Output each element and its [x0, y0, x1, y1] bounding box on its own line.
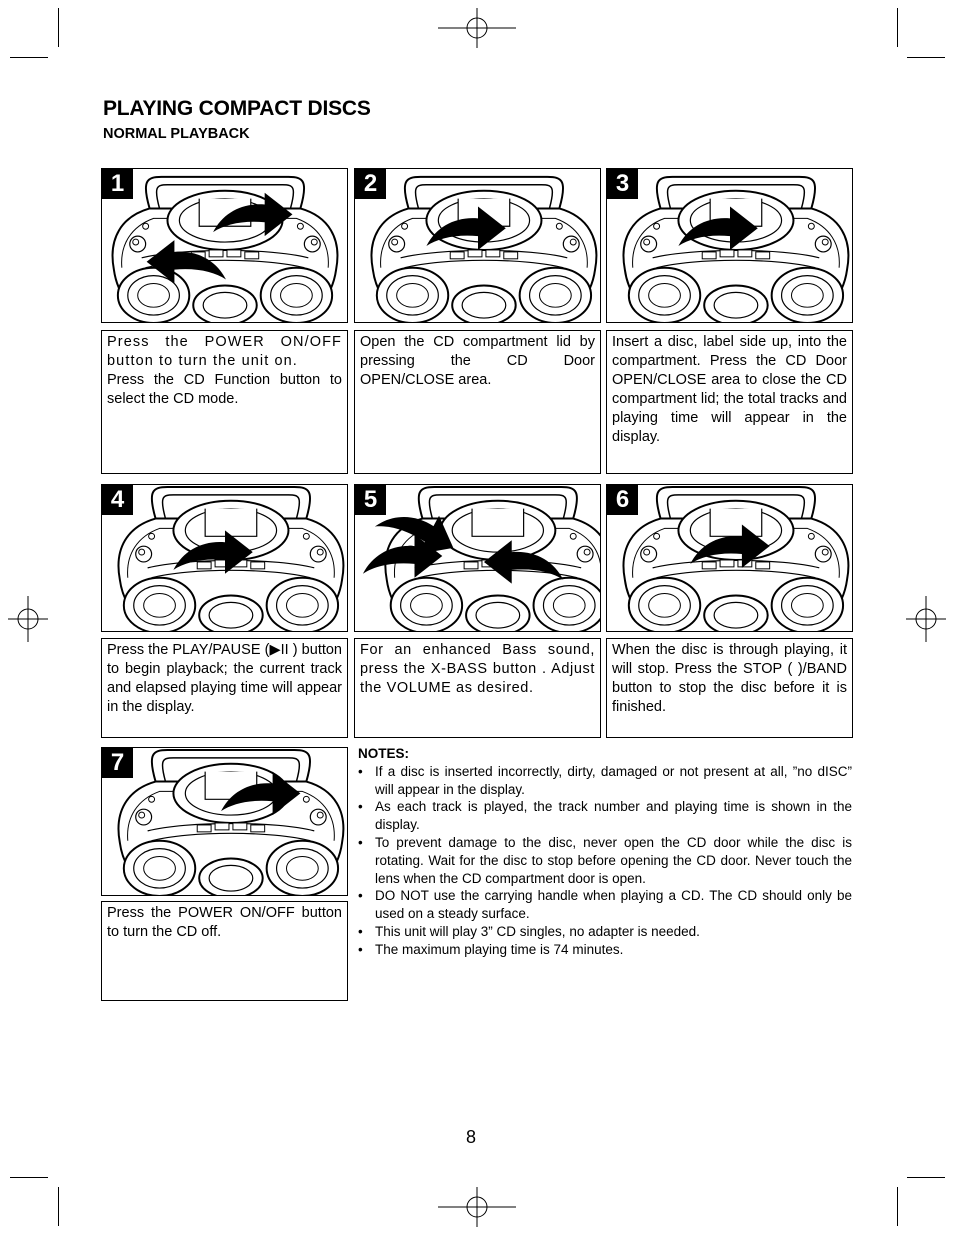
page-number: 8	[466, 1127, 477, 1147]
step-3-instructions	[606, 330, 853, 474]
instruction-text: Insert a disc, label side up, into the compartment. Press the CD Door OPEN/CLOSE area to close the CD compartment lid; the total tracks and playing time will appear in the display.	[612, 334, 847, 445]
step-4-illustration	[101, 484, 348, 632]
note-item	[358, 763, 852, 799]
step-number-badge: 7	[102, 748, 133, 778]
step-number-badge: 3	[607, 169, 638, 199]
crop-mark	[907, 57, 945, 58]
instruction-text: Press the POWER ON/OFF button to turn the CD off.	[107, 905, 342, 940]
step-6-illustration	[606, 484, 853, 632]
step-3-illustration	[606, 168, 853, 323]
step-number-badge: 4	[102, 485, 133, 515]
bullet-icon: •	[358, 763, 363, 779]
step-4-instructions	[101, 638, 348, 738]
crop-mark	[58, 8, 59, 47]
bullet-icon: •	[358, 799, 363, 815]
crop-mark	[897, 1187, 898, 1226]
crop-mark	[10, 1177, 48, 1178]
step-5-instructions	[354, 638, 601, 738]
step-1-illustration	[101, 168, 348, 323]
step-number-badge: 5	[355, 485, 386, 515]
note-text: To prevent damage to the disc, never open the CD door while the disc is rotating. Wait for the disc to stop before opening the CD door. Never touch the lens when the CD compartment door is open.	[375, 834, 852, 886]
instruction-text: Open the CD compartment lid by pressing the CD Door OPEN/CLOSE area.	[360, 334, 595, 388]
note-text: DO NOT use the carrying handle when playing a CD. The CD should only be used on a steady surface.	[375, 888, 852, 922]
note-item	[358, 834, 852, 887]
note-item	[358, 923, 852, 941]
step-2-illustration	[354, 168, 601, 323]
bullet-icon: •	[358, 888, 363, 904]
note-item	[358, 798, 852, 834]
step-7-instructions	[101, 901, 348, 1001]
registration-mark-icon	[438, 8, 516, 48]
step-7-illustration	[101, 747, 348, 896]
step-number-badge: 2	[355, 169, 386, 199]
instruction-text: When the disc is through playing, it will stop. Press the STOP ( )/BAND button to stop the disc before it is finished.	[612, 642, 847, 715]
registration-mark-icon	[906, 596, 946, 642]
step-2-instructions	[354, 330, 601, 474]
instruction-text: For an enhanced Bass sound, press the X-BASS button . Adjust the VOLUME as desired.	[360, 642, 595, 696]
note-item	[358, 941, 852, 959]
crop-mark	[907, 1177, 945, 1178]
page-title: PLAYING COMPACT DISCS	[103, 97, 371, 120]
bullet-icon: •	[358, 923, 363, 939]
note-text: If a disc is inserted incorrectly, dirty, damaged or not present at all, ”no dISC” will appear in the display.	[375, 763, 852, 797]
crop-mark	[897, 8, 898, 47]
note-item	[358, 887, 852, 923]
note-text: The maximum playing time is 74 minutes.	[375, 941, 624, 957]
instruction-text: Press the POWER ON/OFF button to turn the unit on.	[107, 334, 342, 369]
step-1-instructions	[101, 330, 348, 474]
bullet-icon: •	[358, 834, 363, 850]
note-text: This unit will play 3” CD singles, no adapter is needed.	[375, 923, 700, 939]
registration-mark-icon	[8, 596, 48, 642]
instruction-text: Press the CD Function button to select the CD mode.	[107, 372, 342, 407]
notes-list	[358, 763, 852, 959]
crop-mark	[10, 57, 48, 58]
section-subtitle: NORMAL PLAYBACK	[103, 126, 250, 142]
step-number-badge: 1	[102, 169, 133, 199]
step-6-instructions	[606, 638, 853, 738]
note-text: As each track is played, the track number and playing time is shown in the display.	[375, 799, 852, 833]
bullet-icon: •	[358, 941, 363, 957]
step-number-badge: 6	[607, 485, 638, 515]
crop-mark	[58, 1187, 59, 1226]
step-5-illustration	[354, 484, 601, 632]
registration-mark-icon	[438, 1187, 516, 1227]
instruction-text: Press the PLAY/PAUSE (▶II ) button to begin playback; the current track and elapsed playing time will appear in the display.	[107, 642, 342, 715]
notes-title: NOTES:	[358, 746, 410, 761]
notes-section	[358, 745, 852, 959]
